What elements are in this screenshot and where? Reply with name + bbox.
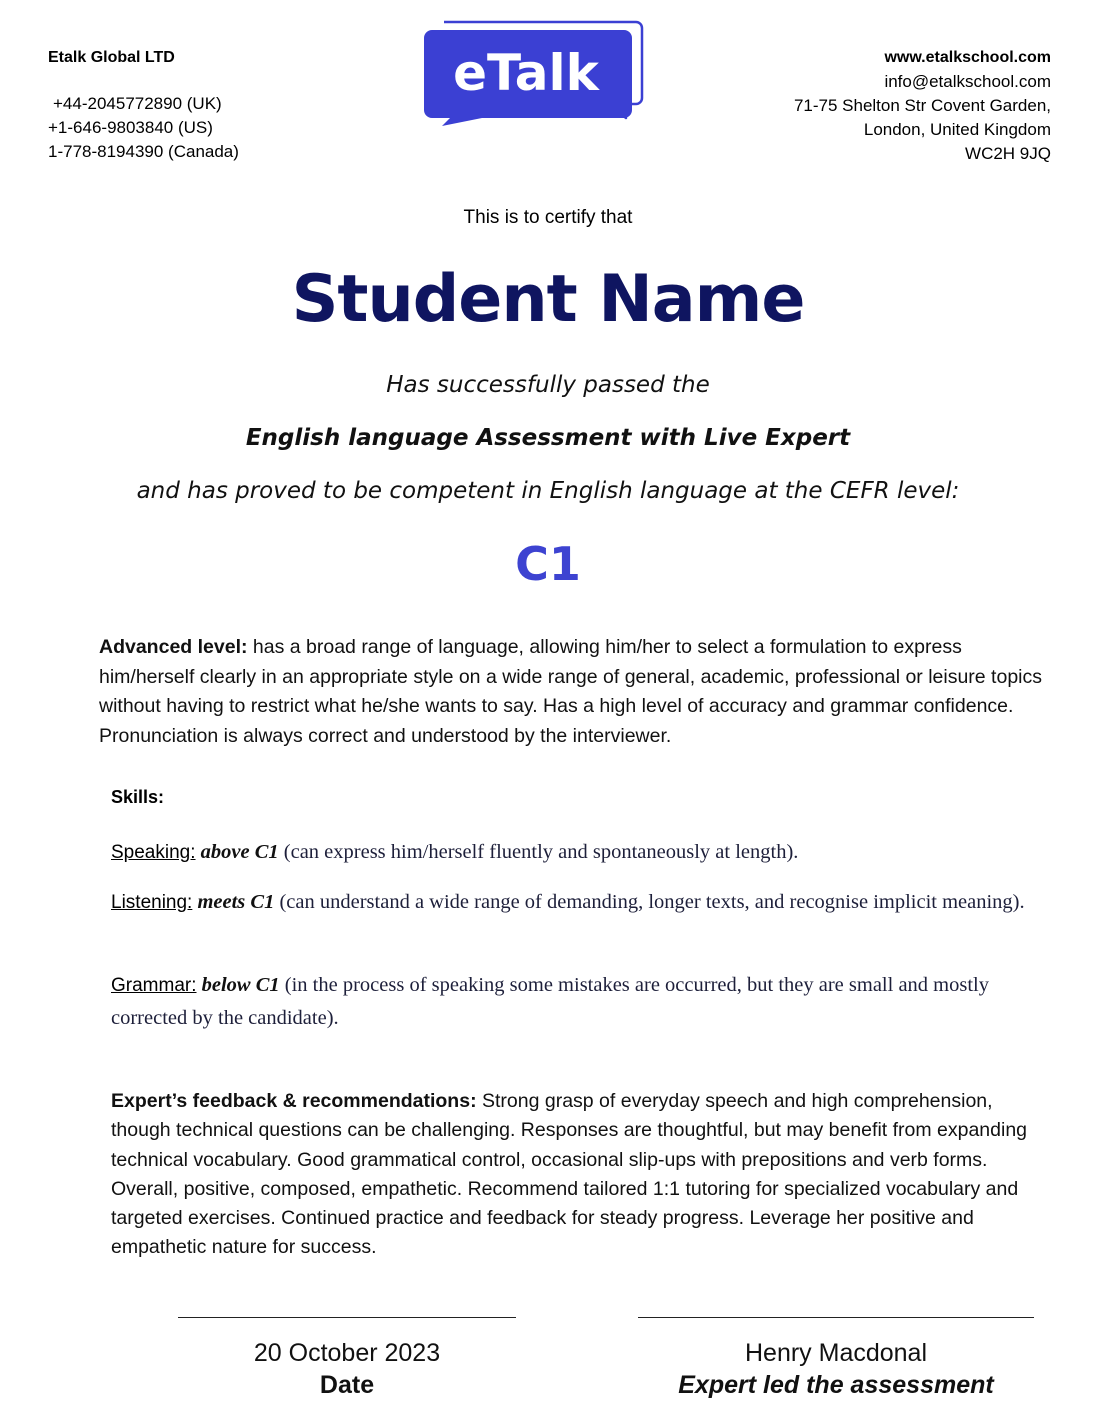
- certificate-date: 20 October 2023: [253, 1339, 441, 1367]
- level-description-text: has a broad range of language, allowing him/her to select a formulation to express him/herself clearly in an appropriate style on a wide range of general, academic, professional or leisure topics without having to restrict what he/she wants to say. Has a high level of accuracy and grammar confidence. Pronunciation is always correct and understood by the interviewer.: [99, 636, 1042, 747]
- level-title: Advanced level:: [99, 636, 248, 658]
- email-link[interactable]: info@etalkschool.com: [884, 72, 1051, 91]
- skill-value: above C1: [200, 841, 279, 863]
- etalk-logo: [422, 14, 644, 128]
- website-link[interactable]: www.etalkschool.com: [884, 49, 1051, 66]
- phone-uk: +44-2045772890 (UK): [53, 94, 222, 113]
- logo-text: eTalk: [453, 44, 599, 102]
- skill-listening: [111, 886, 1051, 919]
- phone-us: +1-646-9803840 (US): [48, 118, 213, 137]
- date-caption: Date: [319, 1371, 375, 1399]
- assessment-name: English language Assessment with Live Expert: [245, 425, 851, 451]
- skill-grammar: [111, 969, 1051, 1034]
- certify-intro: This is to certify that: [463, 207, 633, 228]
- skill-label: Speaking:: [111, 842, 196, 863]
- date-signature-line: [178, 1317, 516, 1318]
- contact-info: [794, 46, 1051, 166]
- expert-signature-line: [638, 1317, 1034, 1318]
- feedback-text: Strong grasp of everyday speech and high comprehension, though technical questions can be challenging. Responses are thoughtful, but may benefit from expanding technical vocabulary. Good grammatical control, occasional slip-ups with prepositions and verb forms. Overall, positive, composed, empathetic. Recommend tailored 1:1 tutoring for specialized vocabulary and targeted exercises. Continued practice and feedback for steady progress. Leverage her positive and empathetic nature for success.: [111, 1090, 1028, 1259]
- competence-line: and has proved to be competent in English language at the CEFR level:: [136, 478, 960, 504]
- cefr-level: C1: [515, 537, 581, 591]
- address-line-2: London, United Kingdom: [863, 120, 1051, 139]
- expert-caption: Expert led the assessment: [678, 1371, 994, 1399]
- skill-note: (in the process of speaking some mistakes are occurred, but they are small and mostly corrected by the candidate).: [111, 974, 989, 1029]
- skill-note: (can understand a wide range of demanding, longer texts, and recognise implicit meaning).: [274, 891, 1025, 913]
- address-line-1: 71-75 Shelton Str Covent Garden,: [793, 96, 1051, 115]
- phone-canada: 1-778-8194390 (Canada): [48, 142, 239, 161]
- company-name: Etalk Global LTD: [48, 49, 175, 66]
- address-line-3: WC2H 9JQ: [965, 144, 1051, 163]
- skill-label: Listening:: [111, 892, 193, 913]
- expert-name: Henry Macdonal: [744, 1339, 928, 1367]
- student-name: Student Name: [291, 262, 805, 337]
- company-info: [48, 46, 239, 164]
- level-description: [99, 633, 1059, 751]
- skill-value: below C1: [201, 974, 280, 996]
- skills-title: Skills:: [111, 787, 165, 807]
- skill-note: (can express him/herself fluently and spontaneously at length).: [278, 841, 799, 863]
- skill-label: Grammar:: [111, 975, 197, 996]
- feedback-title: Expert’s feedback & recommendations:: [111, 1090, 477, 1112]
- skill-speaking: [111, 836, 1051, 869]
- expert-feedback: [111, 1087, 1056, 1263]
- skill-value: meets C1: [197, 891, 275, 913]
- passed-line: Has successfully passed the: [386, 372, 710, 398]
